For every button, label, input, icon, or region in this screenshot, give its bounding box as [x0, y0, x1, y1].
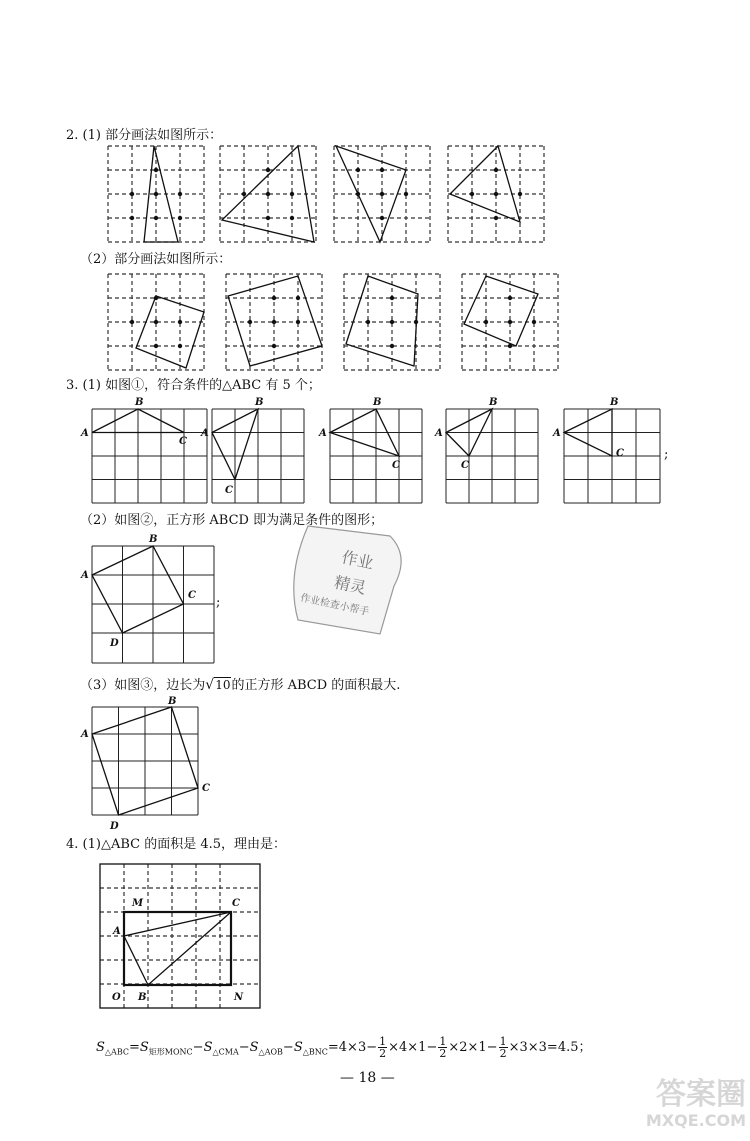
label-c: C [202, 783, 210, 794]
q3-part3-sqrt: 10 [215, 678, 231, 692]
label-b: B [610, 397, 619, 408]
sqrt-symbol: √ [205, 677, 215, 693]
label-b: B [138, 992, 147, 1003]
stamp-line3: 作业检查小帮手 [299, 592, 370, 619]
q2-fig6-square [226, 274, 322, 370]
q3-fig2-square [81, 534, 214, 664]
site-watermark [586, 1078, 746, 1138]
q3-fig1-grid2 [201, 397, 304, 504]
label-a: A [319, 428, 327, 439]
label-a: A [435, 428, 443, 439]
q2-fig1-triangle-tall [108, 146, 204, 244]
q3-part3-post: 的正方形 ABCD 的面积最大. [231, 678, 401, 693]
q3-fig1-grid3 [319, 397, 422, 504]
label-c: C [225, 485, 233, 496]
label-b: B [255, 397, 264, 408]
label-a: A [113, 926, 121, 937]
label-c: C [392, 460, 400, 471]
label-c: C [179, 436, 187, 447]
label-b: B [149, 534, 158, 545]
label-d: D [110, 821, 119, 832]
watermark-line2: MXQE.COM [645, 1111, 746, 1130]
label-a: A [81, 428, 89, 439]
q2-fig8-square [462, 274, 558, 370]
q3-part3-text [80, 677, 400, 694]
q4-area-formula: $S_{\triangle ABC}=S_{矩形MONC}-S_{\triangle CMA}-S_{\triangle AOB}-S_{\triangle BNC}=4\times 3-$ $\frac{1}{2}$ ×4×1− $\frac{1}{2}$ ×2×1− $\frac{1}{2}$ ×3×3=4.5； [96, 1035, 592, 1060]
fraction-half: $\frac{1}{2}$ [499, 1035, 507, 1060]
homework-stamp [288, 516, 414, 640]
q3-fig1-grid5 [553, 397, 660, 504]
label-b: B [168, 696, 177, 707]
label-a: A [201, 428, 209, 439]
label-b: B [489, 397, 498, 408]
label-a: A [81, 570, 89, 581]
label-b: B [373, 397, 382, 408]
fraction-half: $\frac{1}{2}$ [439, 1035, 447, 1060]
label-a: A [553, 428, 561, 439]
q3-fig1-grid1 [81, 397, 207, 504]
q3-part1-text: 3. (1) 如图①，符合条件的△ABC 有 5 个； [66, 378, 321, 393]
q2-fig4-triangle-right [448, 146, 544, 244]
label-c: C [188, 590, 196, 601]
q4-fig-rectangle [100, 864, 260, 1008]
q2-fig2-triangle-wide [220, 146, 316, 244]
q3-part3-pre: （3）如图③，边长为 [80, 678, 206, 693]
label-c: C [461, 460, 469, 471]
page-number: — 18 — [340, 1070, 395, 1086]
stamp-line1: 作业 [339, 547, 376, 573]
q3-semicolon-1: ; [664, 447, 669, 462]
stamp-line2: 精灵 [332, 572, 368, 598]
label-a: A [81, 729, 89, 740]
q4-part1-text: 4. (1)△ABC 的面积是 4.5，理由是： [66, 837, 287, 852]
label-c: C [616, 448, 624, 459]
fraction-half: $\frac{1}{2}$ [379, 1035, 387, 1060]
label-d: D [110, 638, 119, 649]
q3-fig3-square [81, 696, 210, 832]
q2-part1-text: 2. (1) 部分画法如图所示： [66, 128, 223, 143]
q3-semicolon-2: ; [216, 595, 221, 610]
label-m: M [132, 898, 144, 909]
q2-fig3-triangle-slant [334, 146, 430, 244]
label-b: B [135, 397, 144, 408]
q2-fig7-square [344, 274, 440, 370]
label-n: N [234, 992, 244, 1003]
q3-part2-text: （2）如图②，正方形 ABCD 即为满足条件的图形； [80, 513, 384, 528]
q2-part2-text: （2）部分画法如图所示： [80, 252, 232, 267]
q3-fig1-grid4 [435, 397, 538, 504]
watermark-line1: 答案圈 [656, 1077, 746, 1112]
label-o: O [112, 992, 121, 1003]
q2-fig5-square [108, 274, 204, 370]
label-c: C [232, 898, 240, 909]
